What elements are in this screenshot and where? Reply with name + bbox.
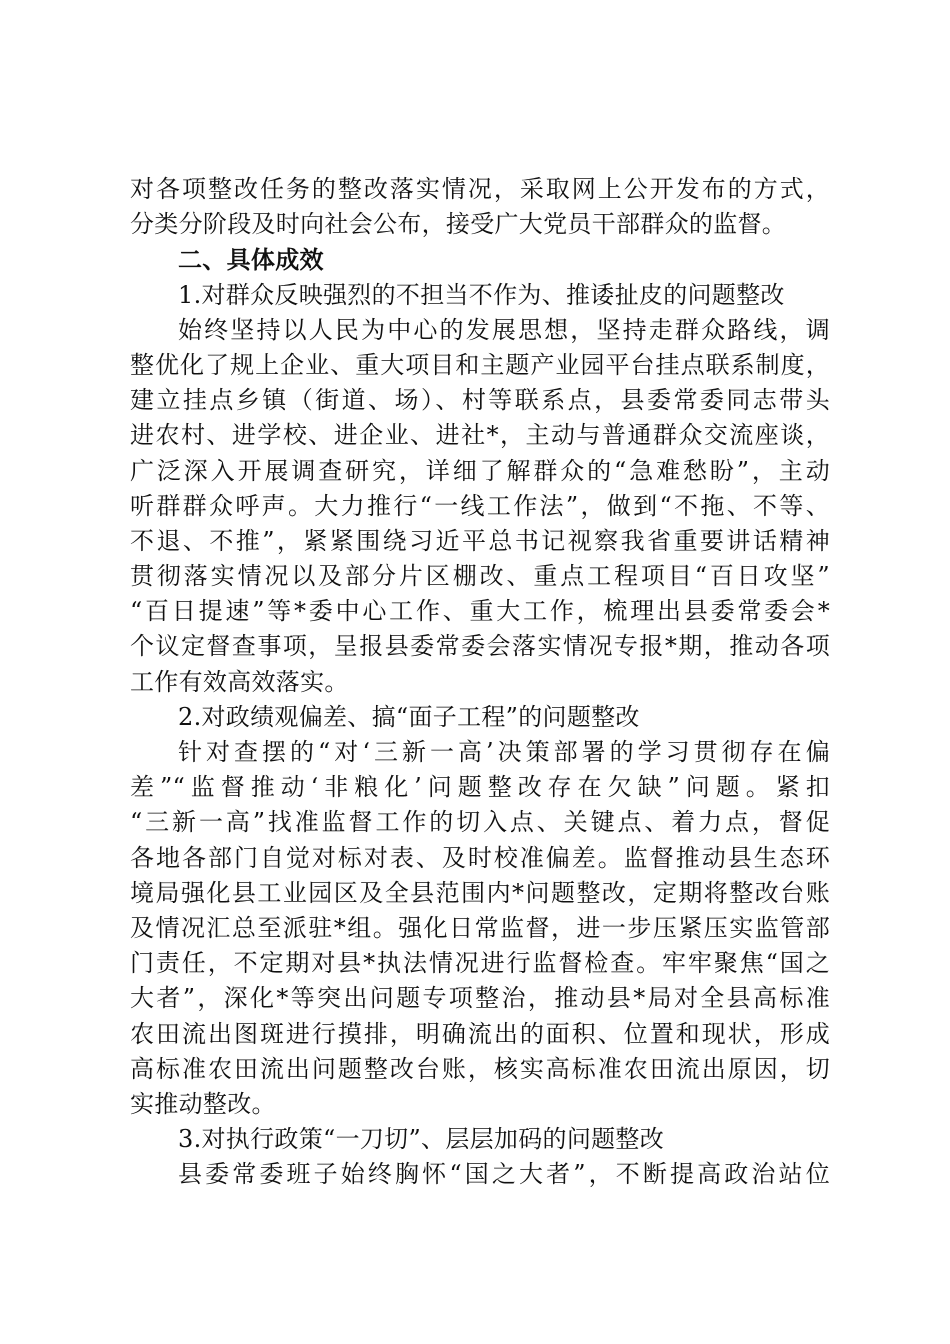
text-line: 听群群众呼声。大力推行“一线工作法”，做到“不拖、不等、 (130, 491, 830, 520)
text-line: 及情况汇总至派驻*组。强化日常监督，进一步压紧压实监管部 (130, 913, 830, 942)
paragraph (130, 735, 830, 1122)
subsection-heading (130, 1122, 830, 1157)
text-line: 进农村、进学校、进企业、进社*，主动与普通群众交流座谈， (130, 421, 830, 450)
text-line: 差”“监督推动‘非粮化’问题整改存在欠缺”问题。紧扣 (130, 773, 830, 802)
text-line: 各地各部门自觉对标对表、及时校准偏差。监督推动县生态环 (130, 843, 830, 872)
text-line: 分类分阶段及时向社会公布，接受广大党员干部群众的监督。 (130, 210, 787, 239)
paragraph (130, 1157, 830, 1192)
text-line: 工作有效高效落实。 (130, 667, 349, 696)
text-line: 境局强化县工业园区及全县范围内*问题整改，定期将整改台账 (130, 878, 830, 907)
text-line: 实推动整改。 (130, 1089, 276, 1118)
text-line: 大者”，深化*等突出问题专项整治，推动县*局对全县高标准 (130, 984, 830, 1013)
text-line: 建立挂点乡镇（街道、场）、村等联系点，县委常委同志带头 (130, 386, 830, 415)
subsection-heading (130, 700, 830, 735)
text-line: 高标准农田流出问题整改台账，核实高标准农田流出原因，切 (130, 1054, 830, 1083)
subheading-text: 3.对执行政策“一刀切”、层层加码的问题整改 (178, 1125, 665, 1154)
document-page (130, 172, 830, 1192)
subheading-text: 1.对群众反映强烈的不担当不作为、推诿扯皮的问题整改 (178, 280, 785, 309)
text-line: 始终坚持以人民为中心的发展思想，坚持走群众路线，调 (178, 315, 830, 344)
text-line: 广泛深入开展调查研究，详细了解群众的“急难愁盼”，主动 (130, 456, 830, 485)
paragraph-continuation (130, 172, 830, 242)
text-line: 农田流出图斑进行摸排，明确流出的面积、位置和现状，形成 (130, 1019, 830, 1048)
text-line: 贯彻落实情况以及部分片区棚改、重点工程项目“百日攻坚” (130, 562, 830, 591)
subsection-heading (130, 278, 830, 313)
paragraph (130, 313, 830, 700)
text-line: “百日提速”等*委中心工作、重大工作，梳理出县委常委会* (130, 597, 830, 626)
text-line: “三新一高”找准监督工作的切入点、关键点、着力点，督促 (130, 808, 830, 837)
text-line: 不退、不推”，紧紧围绕习近平总书记视察我省重要讲话精神 (130, 526, 830, 555)
text-line: 对各项整改任务的整改落实情况，采取网上公开发布的方式， (130, 175, 830, 203)
heading-text: 二、具体成效 (178, 245, 324, 275)
text-line: 整优化了规上企业、重大项目和主题产业园平台挂点联系制度， (130, 350, 830, 379)
section-heading (130, 242, 830, 277)
text-line: 个议定督查事项，呈报县委常委会落实情况专报*期，推动各项 (130, 632, 830, 661)
subheading-text: 2.对政绩观偏差、搞“面子工程”的问题整改 (178, 702, 640, 731)
text-line: 针对查摆的“对‘三新一高’决策部署的学习贯彻存在偏 (178, 738, 830, 766)
text-line: 门责任，不定期对县*执法情况进行监督检查。牢牢聚焦“国之 (130, 949, 830, 978)
text-line: 县委常委班子始终胸怀“国之大者”，不断提高政治站位 (178, 1160, 830, 1189)
